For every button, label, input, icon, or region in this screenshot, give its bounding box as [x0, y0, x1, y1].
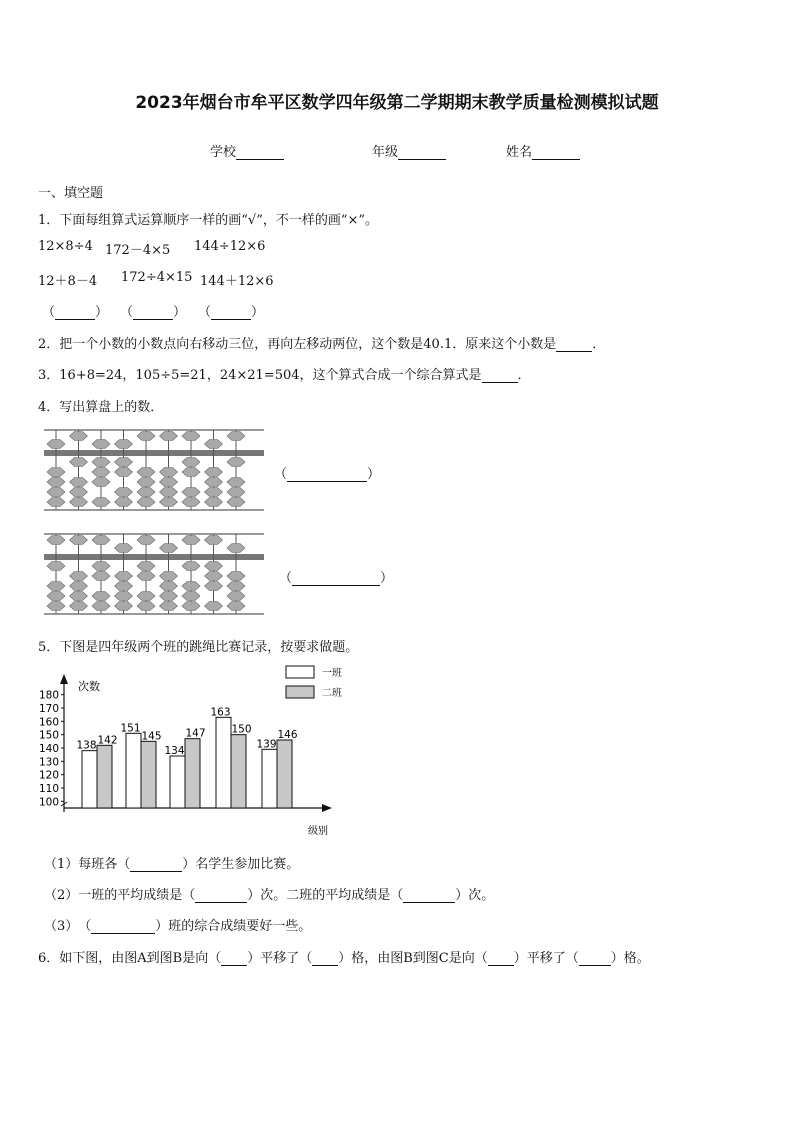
abacus-bead: [92, 478, 110, 487]
abacus-bead: [182, 602, 200, 611]
y-tick-label: 150: [38, 729, 59, 742]
q2-end: ．: [592, 337, 606, 352]
abacus-bead: [160, 544, 178, 553]
abacus-bead: [160, 478, 178, 487]
school-blank[interactable]: [236, 147, 284, 160]
abacus-bead: [227, 478, 245, 487]
abacus-bead: [227, 602, 245, 611]
abacus-bead: [137, 562, 155, 571]
y-tick-label: 100: [38, 796, 59, 809]
abacus-bead: [137, 572, 155, 581]
abacus-bead: [160, 572, 178, 581]
legend-swatch: [286, 666, 314, 678]
q3-text: 3．16+8=24，105÷5=21，24×21=504，这个算式合成一个综合算式是: [38, 368, 482, 383]
abacus-bead: [227, 582, 245, 591]
abacus-bead: [182, 562, 200, 571]
abacus-bead: [92, 572, 110, 581]
abacus-bead: [70, 488, 88, 497]
abacus-bead: [182, 498, 200, 507]
abacus-bead: [137, 468, 155, 477]
abacus-bead: [182, 592, 200, 601]
abacus-bead: [115, 458, 133, 467]
abacus-1: [44, 426, 264, 514]
bar: [126, 733, 141, 808]
abacus-bead: [47, 498, 65, 507]
y-tick-label: 180: [38, 689, 59, 702]
q4-answer-2[interactable]: （ ）: [279, 571, 394, 586]
bar: [277, 740, 292, 808]
bar: [185, 739, 200, 808]
bar-value-label: 138: [76, 739, 97, 752]
abacus-bead: [227, 488, 245, 497]
abacus-bead: [47, 592, 65, 601]
abacus-bead: [205, 440, 223, 449]
abacus-bead: [227, 572, 245, 581]
q1-row1-expr1: 12×8÷4: [38, 239, 93, 254]
abacus-bead: [137, 602, 155, 611]
abacus-bead: [160, 592, 178, 601]
abacus-bead: [70, 478, 88, 487]
abacus-bead: [182, 536, 200, 545]
abacus-bead: [160, 498, 178, 507]
q2-text: 2．把一个小数的小数点向右移动三位，再向左移动两位，这个数是40.1．原来这个小数是: [38, 337, 557, 352]
page-title: 2023年烟台市牟平区数学四年级第二学期期末教学质量检测模拟试题: [135, 93, 659, 113]
abacus-bead: [70, 432, 88, 441]
q3-blank[interactable]: [482, 370, 518, 383]
abacus-bead: [115, 468, 133, 477]
q6-blank3[interactable]: [488, 953, 514, 966]
abacus-bead: [70, 458, 88, 467]
q3-line: [38, 364, 531, 383]
abacus-bead: [47, 488, 65, 497]
abacus-bead: [205, 582, 223, 591]
abacus-bead: [160, 582, 178, 591]
abacus-bead: [92, 562, 110, 571]
q1-answer-2[interactable]: （ ）: [120, 305, 187, 320]
bar-value-label: 146: [277, 729, 298, 741]
abacus-bead: [227, 592, 245, 601]
grade-label: 年级: [372, 145, 399, 160]
x-axis-label: 级别: [308, 826, 328, 837]
school-field[interactable]: [210, 141, 284, 160]
q5-text: 5．下图是四年级两个班的跳绳比赛记录，按要求做题。: [38, 640, 359, 655]
y-tick-label: 130: [38, 756, 59, 769]
name-label: 姓名: [506, 145, 533, 160]
q5-sub1: （1）每班各（ ）名学生参加比赛。: [44, 857, 300, 872]
abacus-bead: [115, 582, 133, 591]
q6-line: 6．如下图，由图A到图B是向（ ）平移了（ ）格，由图B到图C是向（ ）平移了（ ）格。: [38, 951, 650, 966]
q3-end: ．: [517, 368, 531, 383]
abacus-beam: [44, 450, 264, 456]
q1-text: 1．下面每组算式运算顺序一样的画“√”，不一样的画“×”。: [38, 213, 379, 228]
abacus-bead: [47, 602, 65, 611]
q5-sub2-blank2[interactable]: [403, 890, 455, 903]
bar: [82, 751, 97, 808]
q1-row1-expr2: 172－4×5: [105, 243, 171, 258]
abacus-bead: [115, 592, 133, 601]
bar: [170, 756, 185, 808]
abacus-bead: [47, 536, 65, 545]
abacus-bead: [70, 602, 88, 611]
abacus-bead: [115, 544, 133, 553]
q1-row2-expr1: 12＋8－4: [38, 274, 98, 289]
bar-value-label: 163: [210, 706, 231, 719]
abacus-bead: [227, 498, 245, 507]
abacus-bead: [227, 432, 245, 441]
abacus-bead: [182, 582, 200, 591]
q1-answer-1[interactable]: （ ）: [42, 305, 109, 320]
bar: [262, 749, 277, 808]
y-axis-arrow: [60, 674, 68, 684]
abacus-bead: [47, 478, 65, 487]
abacus-bead: [92, 592, 110, 601]
y-tick-label: 170: [38, 703, 59, 715]
abacus-bead: [205, 602, 223, 611]
school-label: 学校: [210, 145, 237, 160]
bar: [216, 717, 231, 808]
bar: [97, 745, 112, 808]
abacus-bead: [115, 498, 133, 507]
y-tick-label: 110: [38, 783, 59, 795]
abacus-bead: [115, 440, 133, 449]
abacus-bead: [70, 572, 88, 581]
bar-value-label: 147: [185, 727, 206, 740]
name-blank[interactable]: [532, 147, 580, 160]
q4-answer-1[interactable]: （ ）: [274, 467, 381, 482]
q5-sub3-blank[interactable]: [91, 921, 155, 934]
abacus-bead: [92, 440, 110, 449]
bar-value-label: 134: [164, 745, 185, 757]
grade-blank[interactable]: [398, 147, 446, 160]
legend-swatch: [286, 686, 314, 698]
bar-value-label: 139: [256, 738, 277, 751]
abacus-bead: [92, 536, 110, 545]
abacus-bead: [70, 536, 88, 545]
bar: [231, 735, 246, 808]
abacus-bead: [115, 572, 133, 581]
abacus-bead: [205, 536, 223, 545]
q6-blank2[interactable]: [312, 953, 338, 966]
abacus-bead: [160, 432, 178, 441]
abacus-bead: [92, 458, 110, 467]
legend-label: 二班: [322, 688, 342, 699]
abacus-bead: [137, 536, 155, 545]
grade-field[interactable]: [372, 141, 446, 160]
abacus-bead: [160, 488, 178, 497]
abacus-bead: [70, 582, 88, 591]
section-heading: 一、填空题: [38, 186, 104, 201]
y-tick-label: 160: [38, 716, 59, 729]
abacus-bead: [182, 468, 200, 477]
abacus-bead: [205, 572, 223, 581]
y-tick-label: 140: [38, 743, 59, 755]
abacus-bead: [205, 468, 223, 477]
abacus-bead: [115, 602, 133, 611]
q6-blank4[interactable]: [579, 953, 611, 966]
q1-row1-expr3: 144÷12×6: [194, 239, 266, 254]
abacus-bead: [92, 498, 110, 507]
abacus-bead: [137, 478, 155, 487]
abacus-bead: [182, 488, 200, 497]
abacus-bead: [205, 562, 223, 571]
abacus-bead: [137, 592, 155, 601]
q2-line: [38, 333, 605, 352]
name-field[interactable]: [506, 141, 580, 160]
bar-value-label: 150: [231, 723, 252, 736]
abacus-2: [44, 530, 264, 618]
abacus-bead: [70, 498, 88, 507]
abacus-bead: [47, 582, 65, 591]
bar: [141, 741, 156, 808]
q6-blank1[interactable]: [221, 953, 247, 966]
abacus-bead: [227, 458, 245, 467]
q5-sub3: （3） （ ）班的综合成绩要好一些。: [44, 919, 312, 934]
abacus-bead: [205, 478, 223, 487]
q5-sub2: （2）一班的平均成绩是（ ）次。二班的平均成绩是（ ）次。: [44, 888, 495, 903]
q4-text: 4．写出算盘上的数．: [38, 400, 164, 415]
abacus-bead: [160, 468, 178, 477]
abacus-bead: [160, 602, 178, 611]
abacus-bead: [205, 488, 223, 497]
abacus-bead: [227, 544, 245, 553]
abacus-bead: [182, 432, 200, 441]
y-tick-label: 120: [38, 769, 59, 782]
legend-label: 一班: [322, 668, 342, 679]
abacus-bead: [47, 440, 65, 449]
abacus-bead: [92, 468, 110, 477]
q5-sub1-blank[interactable]: [130, 859, 182, 872]
abacus-bead: [92, 602, 110, 611]
x-axis-arrow: [322, 804, 332, 812]
bar-chart: [30, 660, 350, 840]
abacus-beam: [44, 554, 264, 560]
q1-row2-expr2: 172÷4×15: [121, 270, 193, 285]
bar-value-label: 142: [97, 734, 118, 747]
abacus-bead: [137, 432, 155, 441]
abacus-bead: [47, 562, 65, 571]
abacus-bead: [115, 488, 133, 497]
q5-sub2-blank1[interactable]: [195, 890, 247, 903]
abacus-bead: [70, 592, 88, 601]
bar-value-label: 151: [120, 722, 141, 735]
abacus-bead: [47, 468, 65, 477]
abacus-bead: [137, 498, 155, 507]
bar-value-label: 145: [141, 730, 162, 743]
q1-row2-expr3: 144＋12×6: [200, 274, 274, 289]
abacus-bead: [205, 498, 223, 507]
abacus-bead: [182, 458, 200, 467]
abacus-bead: [137, 488, 155, 497]
q1-answer-3[interactable]: （ ）: [198, 305, 265, 320]
q2-blank[interactable]: [556, 339, 592, 352]
y-axis-label: 次数: [78, 680, 100, 693]
